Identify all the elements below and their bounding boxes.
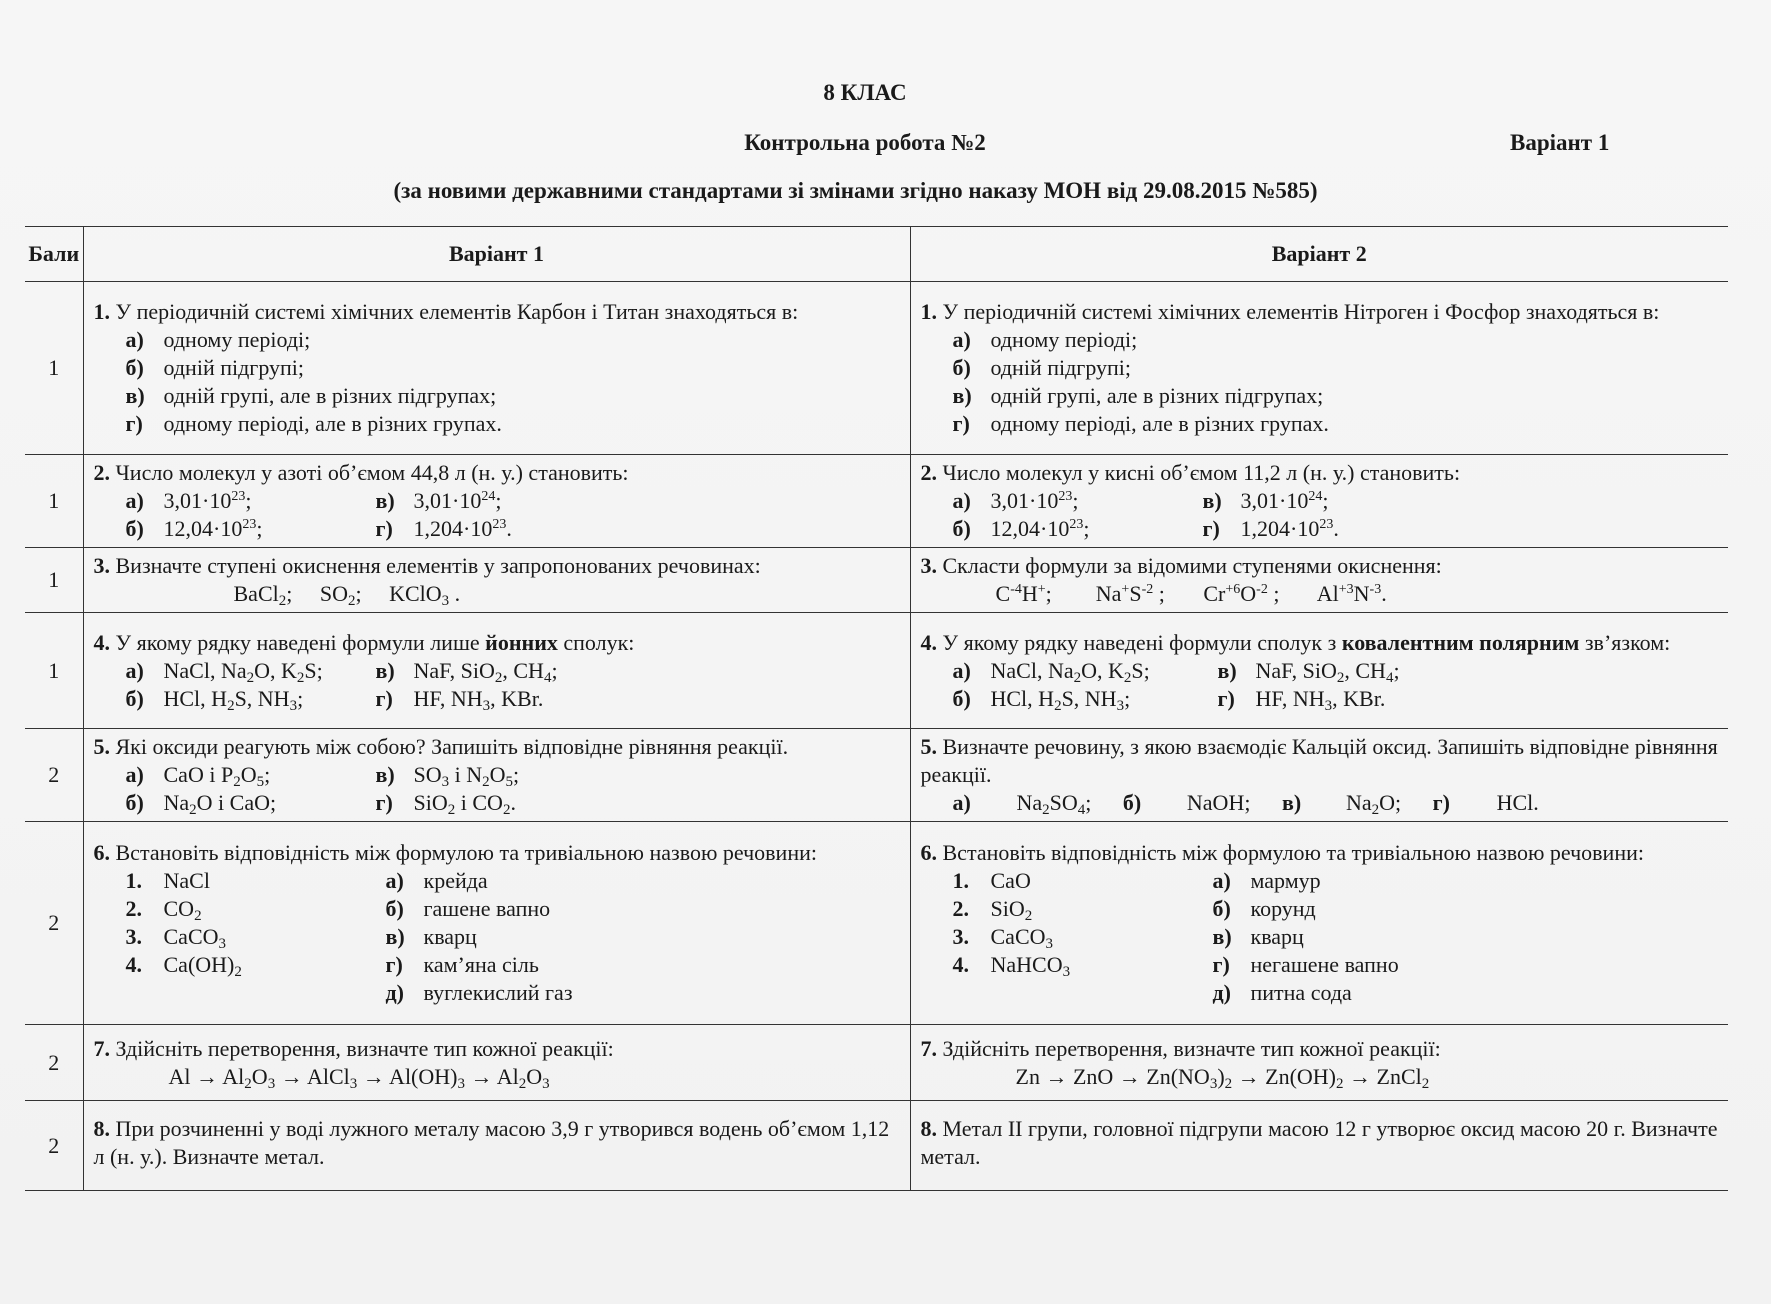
header-variant-2: Варіант 2 xyxy=(910,227,1728,282)
table-row xyxy=(25,1025,1728,1101)
reaction-chain: Zn → ZnO → $Zn(NO_3)_2 \to Zn(OH)_2$ → ZnCl$_2$ xyxy=(1015,1063,1430,1092)
points-cell: 1 xyxy=(25,613,83,729)
table-row xyxy=(25,548,1728,613)
table-row xyxy=(25,455,1728,548)
reaction-chain: $Al \to Al_2O_3$ → AlCl$_3$ → $Al(OH)_3 \to Al_2O_3$ xyxy=(168,1063,550,1092)
points-cell: 2 xyxy=(25,1025,83,1101)
points-cell: 1 xyxy=(25,548,83,613)
header-variant-1: Варіант 1 xyxy=(83,227,910,282)
table-row xyxy=(25,822,1728,1025)
question-cell: 5. Які оксиди реагують між собою? Запишіть відповідне рівняння реакції. а) CaO і $P_2O_5$; в) $SO_3$ і $N_2O_5$; б) $Na_2O$ і CaO; г) SiO$_2$ і $CO_2$. xyxy=(83,729,910,822)
test-title: Контрольна робота №2 xyxy=(744,130,986,155)
subtitle: (за новими державними стандартами зі змінами згідно наказу МОН від 29.08.2015 №585) xyxy=(393,178,1318,203)
header-points: Бали xyxy=(25,227,83,282)
table-header-row xyxy=(25,227,1728,282)
question-cell: 1. У періодичній системі хімічних елементів Карбон і Титан знаходяться в: а) одному періоді; б) одній підгрупі; в) одній групі, але в різних підгрупах; г) одному періоді, але в різних групах. xyxy=(83,282,910,455)
questions-table xyxy=(25,226,1728,1191)
formula-line: $C^{-4}H^+$; $Na^+S^{-2}$ ; $Cr^{+6}O^{-2}$ ; $Al^{+3}N^{-3}$. xyxy=(995,581,1387,606)
question-cell: 6. Встановіть відповідність між формулою та тривіальною назвою речовини: 1. NaCl а) крейда 2. $CO_2$ б) гашене вапно 3. CaCO$_3$ в) кварц 4. $Ca(OH)_2$ г) кам’яна сіль д) вуглекислий газ xyxy=(83,822,910,1025)
question-cell: 7. Здійсніть перетворення, визначте тип кожної реакції: $Al \to Al_2O_3$ → AlCl$_3$ → $Al(OH)_3 \to Al_2O_3$ xyxy=(83,1025,910,1101)
question-cell: 2. Число молекул у кисні об’ємом 11,2 л (н. у.) становить: а) $3,01\cdot 10^{23}$; в) $3,01\cdot 10^{24}$; б) $12,04\cdot 10^{23}$; г) $1,204\cdot 10^{23}$. xyxy=(910,455,1728,548)
question-cell: 7. Здійсніть перетворення, визначте тип кожної реакції: Zn → ZnO → $Zn(NO_3)_2 \to Zn(OH)_2$ → ZnCl$_2$ xyxy=(910,1025,1728,1101)
question-cell: 6. Встановіть відповідність між формулою та тривіальною назвою речовини: 1. CaO а) мармур 2. SiO$_2$ б) корунд 3. CaCO$_3$ в) кварц 4. NaHCO$_3$ г) негашене вапно д) питна сода xyxy=(910,822,1728,1025)
points-cell: 2 xyxy=(25,1101,83,1191)
table-row xyxy=(25,282,1728,455)
question-cell: 4. У якому рядку наведені формули сполук з ковалентним полярним зв’язком: а) NaCl, $Na_2O$, $K_2S$; в) NaF, SiO$_2$, $CH_4$; б) HCl, $H_2S$, $NH_3$; г) HF, $NH_3$, KBr. xyxy=(910,613,1728,729)
grade-heading: 8 КЛАС xyxy=(823,80,907,105)
question-cell: 2. Число молекул у азоті об’ємом 44,8 л (н. у.) становить: а) $3,01\cdot 10^{23}$; в) $3,01\cdot 10^{24}$; б) $12,04\cdot 10^{23}$; г) $1,204\cdot 10^{23}$. xyxy=(83,455,910,548)
table-row xyxy=(25,1101,1728,1191)
points-cell: 1 xyxy=(25,455,83,548)
question-cell: 3. Визначте ступені окиснення елементів у запропонованих речовинах: BaCl$_2$; $SO_2$; KClO$_3$ . xyxy=(83,548,910,613)
points-cell: 2 xyxy=(25,822,83,1025)
question-cell: 4. У якому рядку наведені формули лише йонних сполук: а) NaCl, $Na_2O$, $K_2S$; в) NaF, SiO$_2$, $CH_4$; б) HCl, $H_2S$, $NH_3$; г) HF, $NH_3$, KBr. xyxy=(83,613,910,729)
table-row xyxy=(25,729,1728,822)
formula-line: BaCl$_2$; $SO_2$; KClO$_3$ . xyxy=(233,581,461,609)
variant-label: Варіант 1 xyxy=(1510,130,1610,155)
question-cell: 3. Скласти формули за відомими ступенями окиснення: $C^{-4}H^+$; $Na^+S^{-2}$ ; $Cr^{+6}O^{-2}$ ; $Al^{+3}N^{-3}$. xyxy=(910,548,1728,613)
question-cell: 8. Метал ІІ групи, головної підгрупи масою 12 г утворює оксид масою 20 г. Визначте метал. xyxy=(910,1101,1728,1191)
question-cell: 8. При розчиненні у воді лужного металу масою 3,9 г утворився водень об’ємом 1,12 л (н. у.). Визначте метал. xyxy=(83,1101,910,1191)
points-cell: 2 xyxy=(25,729,83,822)
table-row xyxy=(25,613,1728,729)
question-cell: 1. У періодичній системі хімічних елементів Нітроген і Фосфор знаходяться в: а) одному періоді; б) одній підгрупі; в) одній групі, але в різних підгрупах; г) одному періоді, але в різних групах. xyxy=(910,282,1728,455)
question-cell: 5. Визначте речовину, з якою взаємодіє Кальцій оксид. Запишіть відповідне рівняння реакції. а) $Na_2SO_4$; б) NaOH; в) $Na_2O$; г) HCl. xyxy=(910,729,1728,822)
points-cell: 1 xyxy=(25,282,83,455)
